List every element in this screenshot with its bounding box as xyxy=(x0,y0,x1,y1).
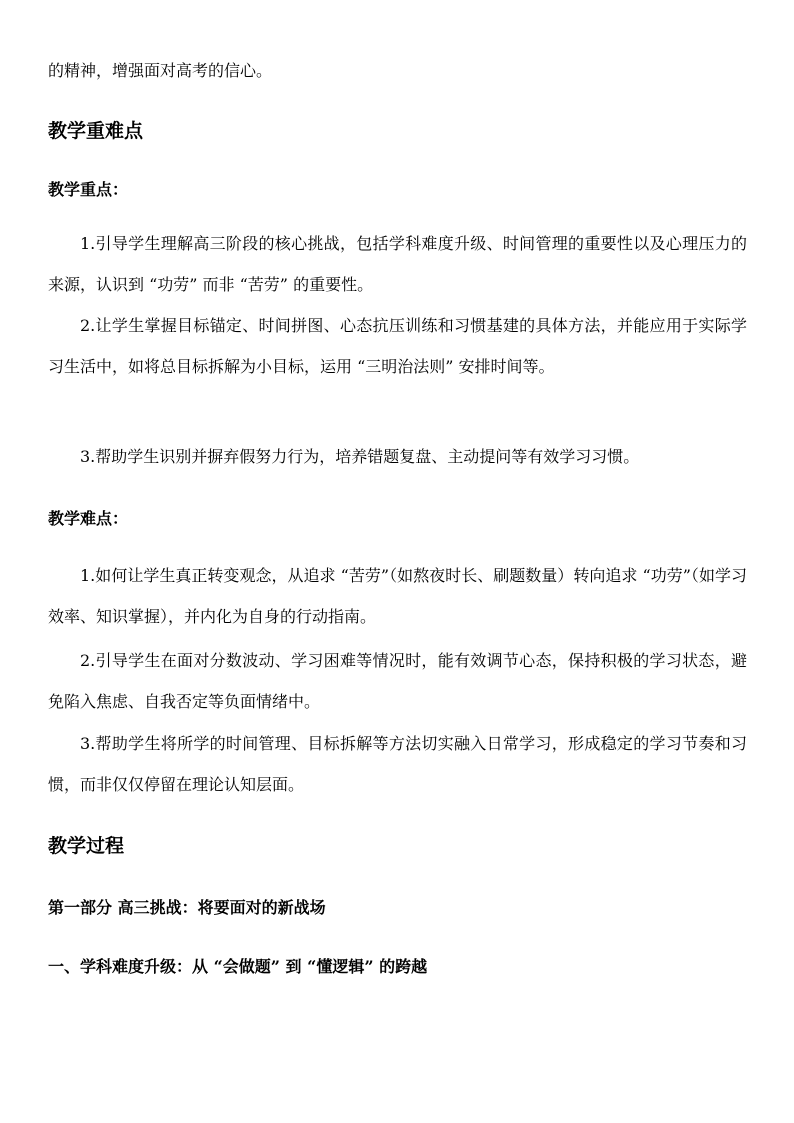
heading-teaching-process: 教学过程 xyxy=(48,835,125,857)
subheading-key-points: 教学重点： xyxy=(48,180,129,199)
difficult-point-1: 1.如何让学生真正转变观念，从追求 “苦劳”（如熬夜时长、刷题数量）转向追求 “功劳”（如学习效率、知识掌握），并内化为自身的行动指南。 xyxy=(48,566,747,626)
intro-tail-text: 的精神，增强面对高考的信心。 xyxy=(48,61,273,80)
difficult-point-2: 2.引导学生在面对分数波动、学习困难等情况时，能有效调节心态，保持积极的学习状态，避免陷入焦虑、自我否定等负面情绪中。 xyxy=(48,651,747,711)
part-one-title: 第一部分 高三挑战：将要面对的新战场 xyxy=(48,898,326,917)
difficult-point-3: 3.帮助学生将所学的时间管理、目标拆解等方法切实融入日常学习，形成稳定的学习节奏和习惯，而非仅仅停留在理论认知层面。 xyxy=(48,734,747,794)
heading-key-difficult: 教学重难点 xyxy=(48,120,144,142)
key-point-2: 2.让学生掌握目标锚定、时间拼图、心态抗压训练和习惯基建的具体方法，并能应用于实际学习生活中，如将总目标拆解为小目标，运用 “三明治法则” 安排时间等。 xyxy=(48,316,747,376)
key-point-3: 3.帮助学生识别并摒弃假努力行为，培养错题复盘、主动提问等有效学习习惯。 xyxy=(80,447,640,466)
subheading-difficult-points: 教学难点： xyxy=(48,509,129,528)
section-one-title: 一、学科难度升级：从 “会做题” 到 “懂逻辑” 的跨越 xyxy=(48,957,428,976)
key-point-1: 1.引导学生理解高三阶段的核心挑战，包括学科难度升级、时间管理的重要性以及心理压力的来源，认识到 “功劳” 而非 “苦劳” 的重要性。 xyxy=(48,234,747,294)
